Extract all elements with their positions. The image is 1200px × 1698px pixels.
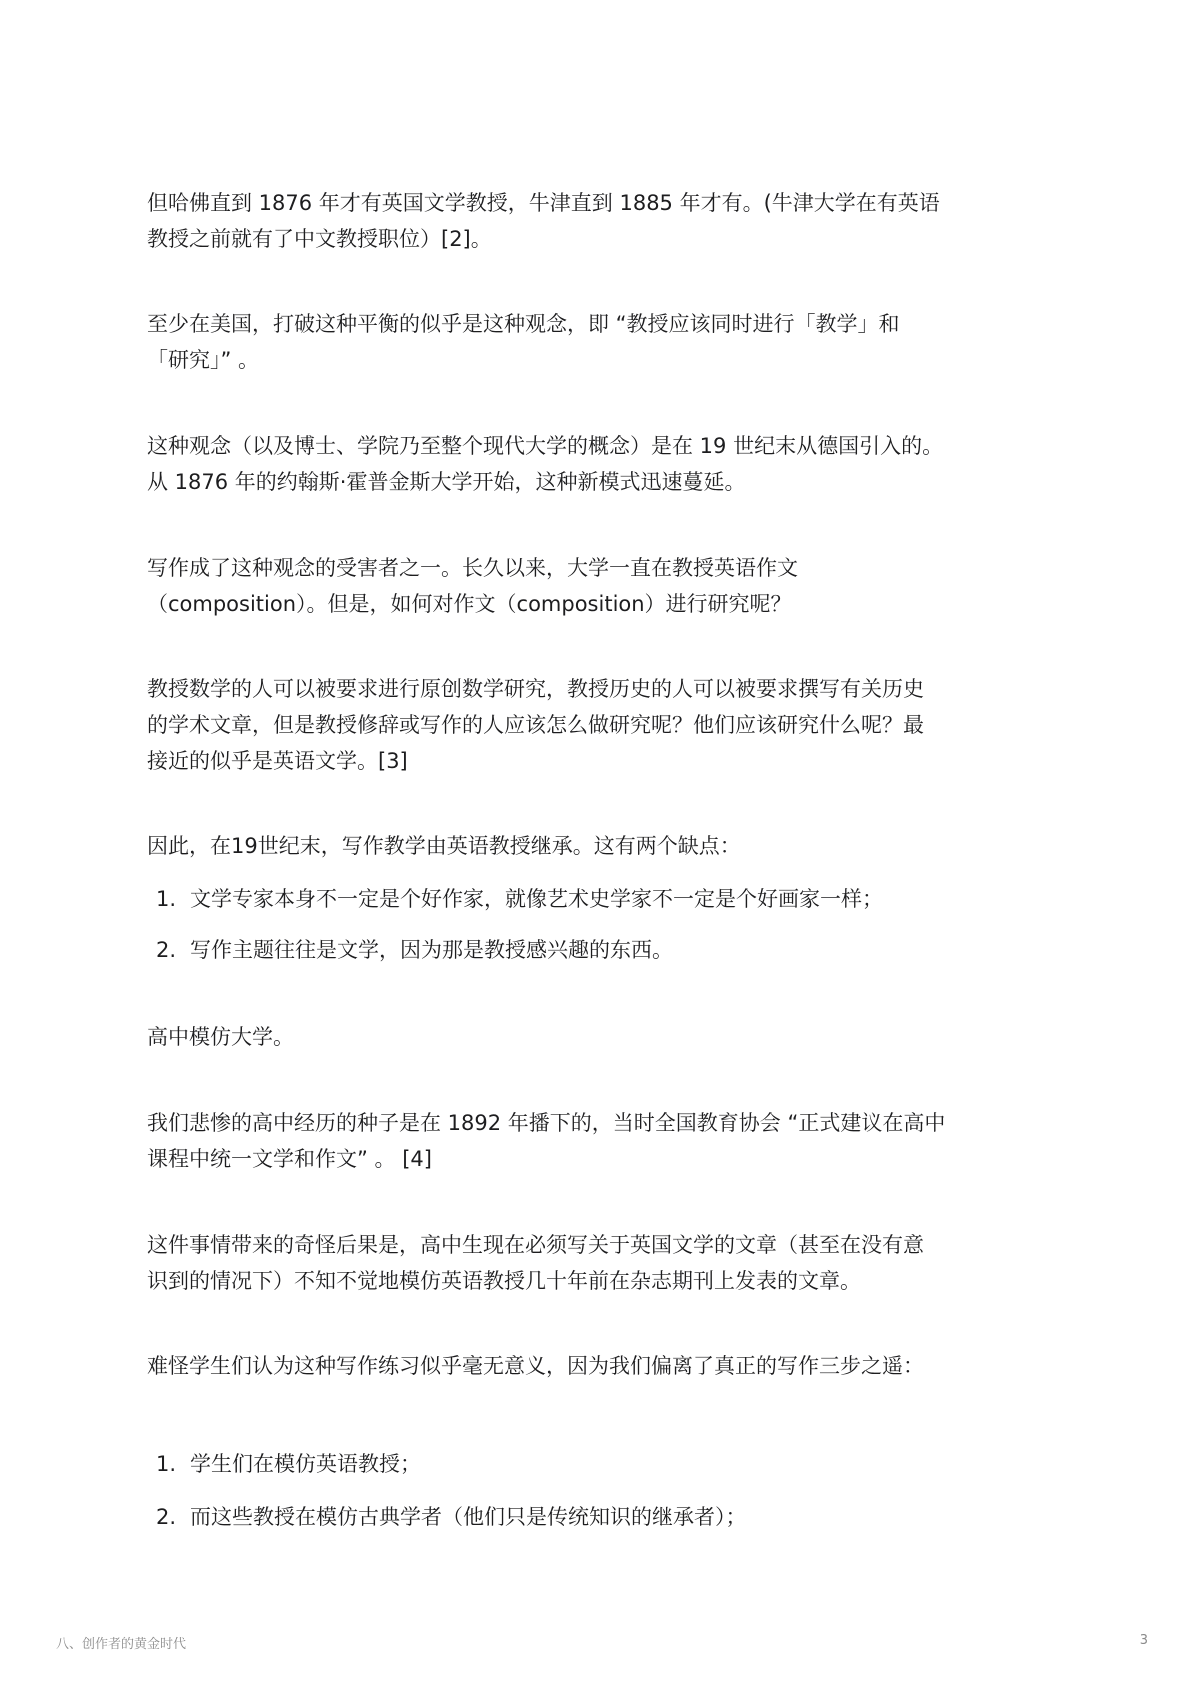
paragraph: [147, 1348, 1087, 1384]
list-number: 2.: [156, 938, 177, 962]
list-text: 写作主题往往是文学，因为那是教授感兴趣的东西。: [190, 938, 673, 962]
text-line: 这种观念（以及博士、学院乃至整个现代大学的概念）是在 19 世纪末从德国引入的。: [147, 434, 944, 458]
paragraph: [147, 828, 1087, 864]
list-number: 2.: [156, 1505, 177, 1529]
text-line: 至少在美国，打破这种平衡的似乎是这种观念，即 “教授应该同时进行「教学」和: [147, 312, 900, 336]
text-line: 写作成了这种观念的受害者之一。长久以来，大学一直在教授英语作文: [147, 556, 798, 580]
list-number: 1.: [156, 1452, 177, 1476]
paragraph: [147, 306, 1087, 378]
text-line: 接近的似乎是英语文学。[3]: [147, 749, 408, 773]
text-line: 课程中统一文学和作文” 。 [4]: [147, 1147, 432, 1171]
paragraph: [147, 1105, 1087, 1177]
list-item: [156, 1499, 747, 1535]
text-line: 难怪学生们认为这种写作练习似乎毫无意义，因为我们偏离了真正的写作三步之遥：: [147, 1354, 924, 1378]
paragraph: [147, 1019, 1087, 1055]
list-number: 1.: [156, 887, 177, 911]
text-line: 「研究」” 。: [147, 348, 260, 372]
paragraph: [147, 428, 1087, 500]
text-line: 从 1876 年的约翰斯·霍普金斯大学开始，这种新模式迅速蔓延。: [147, 470, 746, 494]
text-line: 教授数学的人可以被要求进行原创数学研究，教授历史的人可以被要求撰写有关历史: [147, 677, 924, 701]
text-line: 识到的情况下）不知不觉地模仿英语教授几十年前在杂志期刊上发表的文章。: [147, 1269, 861, 1293]
text-line: 但哈佛直到 1876 年才有英国文学教授，牛津直到 1885 年才有。(牛津大学在有英语: [147, 191, 940, 215]
paragraph: [147, 1227, 1087, 1299]
list-text: 文学专家本身不一定是个好作家，就像艺术史学家不一定是个好画家一样；: [190, 887, 883, 911]
text-line: 我们悲惨的高中经历的种子是在 1892 年播下的，当时全国教育协会 “正式建议在高中: [147, 1111, 946, 1135]
paragraph: [147, 550, 1087, 622]
paragraph: [147, 185, 1087, 257]
list-text: 学生们在模仿英语教授；: [190, 1452, 421, 1476]
text-line: 教授之前就有了中文教授职位）[2]。: [147, 227, 492, 251]
page-number: 3: [1139, 1633, 1148, 1648]
text-line: 这件事情带来的奇怪后果是，高中生现在必须写关于英国文学的文章（甚至在没有意: [147, 1233, 924, 1257]
text-line: 高中模仿大学。: [147, 1025, 294, 1049]
list-item: [156, 932, 673, 968]
text-line: 的学术文章，但是教授修辞或写作的人应该怎么做研究呢？他们应该研究什么呢？最: [147, 713, 924, 737]
list-item: [156, 881, 883, 917]
list-item: [156, 1446, 421, 1482]
paragraph: [147, 671, 1087, 779]
list-text: 而这些教授在模仿古典学者（他们只是传统知识的继承者）；: [190, 1505, 747, 1529]
footer-chapter-title: 八、创作者的黄金时代: [56, 1637, 187, 1652]
text-line: （composition）。但是，如何对作文（composition）进行研究呢？: [147, 592, 792, 616]
text-line: 因此，在19世纪末，写作教学由英语教授继承。这有两个缺点：: [147, 834, 741, 858]
